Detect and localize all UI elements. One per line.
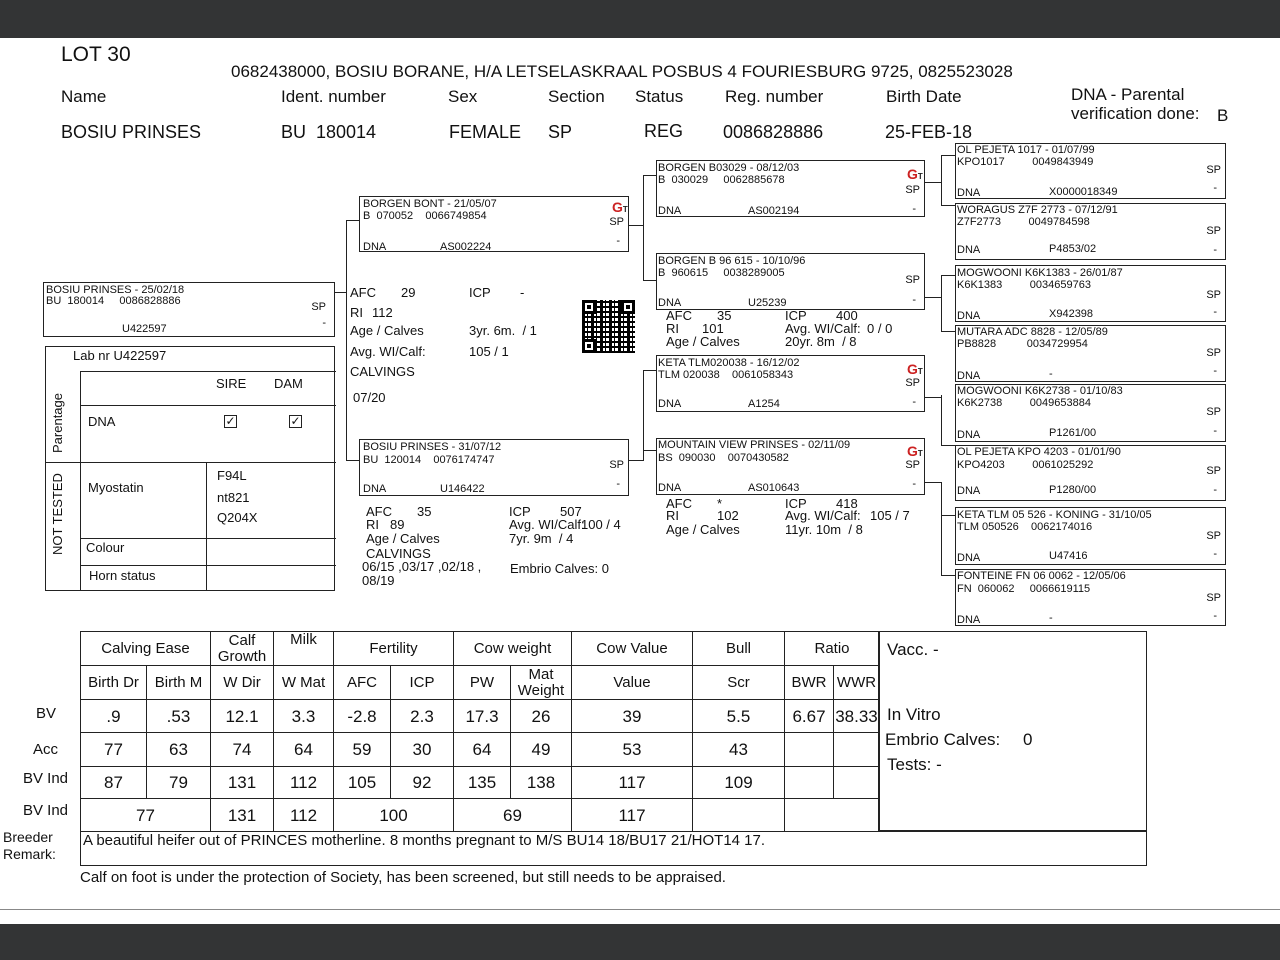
ggp7-code: U47416: [1049, 550, 1088, 562]
gp1-title: BORGEN B03029 - 08/12/03: [658, 162, 800, 174]
ggp3-code: X942398: [1049, 308, 1094, 320]
ggp8-dash: -: [1213, 610, 1217, 622]
society-logo-icon: GT: [907, 443, 923, 459]
col-mat-weight: Mat Weight: [511, 666, 572, 700]
bv-cell: 6.67: [785, 700, 834, 733]
ind-cell: 117: [572, 767, 693, 799]
dam-embrio: Embrio Calves: 0: [510, 561, 609, 576]
remark-label-2: Remark:: [3, 846, 56, 862]
ggp2-dna: DNA: [957, 244, 981, 256]
ggp2-ids: Z7F2773 0049784598: [957, 216, 1090, 228]
ind2-cell: 112: [274, 799, 334, 832]
ggp7-dash: -: [1213, 548, 1217, 560]
dam-afc: 35: [417, 504, 432, 519]
dam-code: U146422: [440, 483, 485, 495]
acc-cell: [785, 733, 834, 767]
ggp4-code: -: [1049, 368, 1053, 380]
ggp1-ids: KPO1017 0049843949: [957, 156, 1094, 168]
col-birth-dr: Birth Dr: [81, 666, 147, 700]
col-w-dir: W Dir: [211, 666, 274, 700]
animal-age-label: Age / Calves: [350, 323, 424, 338]
animal-ids: BU 180014 0086828886: [46, 295, 181, 307]
gp4-afc: *: [717, 496, 723, 511]
bv-cell: 38.33: [834, 700, 880, 733]
row-label-bv: BV: [36, 705, 57, 722]
gp4-age-label: Age / Calves: [666, 522, 740, 537]
ind-cell: 135: [454, 767, 511, 799]
sire-title: BORGEN BONT - 21/05/07: [363, 198, 497, 210]
ggp-box-4: [955, 325, 1226, 382]
col-wwr: WWR: [834, 666, 880, 700]
remark-box: [80, 831, 1147, 866]
acc-cell: 74: [211, 733, 274, 767]
acc-cell: 63: [147, 733, 211, 767]
ind2-cell: 100: [334, 799, 454, 832]
myo-nt821: nt821: [217, 490, 250, 505]
animal-icp: -: [520, 285, 525, 300]
row-bv-ind: [81, 767, 880, 799]
ggp1-code: X0000018349: [1049, 186, 1118, 198]
ggp-box-5: [955, 384, 1226, 442]
gp2-ids: B 960615 0038289005: [658, 267, 785, 279]
gp3-section: SP: [905, 377, 920, 389]
ggp6-title: OL PEJETA KPO 4203 - 01/01/90: [957, 446, 1121, 458]
sire-label: SIRE: [216, 376, 247, 391]
dam-calvings-1: 06/15 ,03/17 ,02/18 ,: [362, 559, 482, 574]
gp3-title: KETA TLM020038 - 16/12/02: [658, 357, 800, 369]
gp4-code: AS010643: [748, 482, 800, 494]
vacc-label: Vacc. -: [887, 640, 939, 659]
ind-cell: 109: [693, 767, 785, 799]
ind-cell: 131: [211, 767, 274, 799]
acc-cell: 49: [511, 733, 572, 767]
dam-age: 7yr. 9m / 4: [509, 531, 574, 546]
gp1-dna: DNA: [658, 205, 682, 217]
label-birth: Birth Date: [886, 87, 962, 106]
remark-text: A beautiful heifer out of PRINCES motherline. 8 months pregnant to M/S BU14 18/BU17 21/HOT14 17.: [83, 832, 766, 849]
dam-section: SP: [609, 459, 624, 471]
animal-afc: 29: [401, 285, 416, 300]
row-label-bv-ind: BV Ind: [23, 770, 69, 787]
label-ident: Ident. number: [281, 87, 386, 106]
breeder-line: 0682438000, BOSIU BORANE, H/A LETSELASKRAAL POSBUS 4 FOURIESBURG 9725, 0825523028: [231, 62, 1013, 81]
gp2-code: U25239: [748, 297, 787, 309]
dam-box: [359, 439, 629, 496]
gp1-dash: -: [912, 203, 916, 215]
bv-cell: .9: [81, 700, 147, 733]
gp4-age: 11yr. 10m / 8: [785, 522, 863, 537]
ggp7-dna: DNA: [957, 552, 981, 564]
gp2-age-label: Age / Calves: [666, 334, 740, 349]
acc-cell: 59: [334, 733, 391, 767]
row-label-bv-ind-2: BV Ind: [23, 802, 69, 819]
label-dna-2: verification done:: [1071, 104, 1200, 123]
group-calving-ease: Calving Ease: [81, 632, 211, 666]
value-sex: FEMALE: [449, 122, 522, 142]
lab-panel: [45, 346, 335, 591]
ggp8-code: -: [1049, 612, 1053, 624]
ggp2-code: P4853/02: [1049, 243, 1097, 255]
ggp6-section: SP: [1206, 465, 1221, 477]
dam-icp: 507: [560, 504, 582, 519]
vacc-panel: [878, 631, 1147, 831]
ggp8-ids: FN 060062 0066619115: [957, 583, 1091, 595]
animal-code: U422597: [122, 323, 167, 335]
animal-age: 3yr. 6m. / 1: [469, 323, 537, 338]
ggp4-section: SP: [1206, 347, 1221, 359]
dam-label: DAM: [274, 376, 303, 391]
animal-calvings-label: CALVINGS: [350, 364, 415, 379]
gp2-dna: DNA: [658, 297, 682, 309]
dam-ri: 89: [390, 517, 405, 532]
bottom-bar: [0, 924, 1280, 960]
ggp4-title: MUTARA ADC 8828 - 12/05/89: [957, 326, 1108, 338]
ggp-box-8: [955, 569, 1226, 626]
ind2-cell: 117: [572, 799, 693, 832]
acc-cell: 53: [572, 733, 693, 767]
ggp8-title: FONTEINE FN 06 0062 - 12/05/06: [957, 570, 1126, 582]
breeding-values-table: [80, 631, 880, 832]
col-value: Value: [572, 666, 693, 700]
animal-wi-label: Avg. WI/Calf:: [350, 344, 426, 359]
row-bv: [81, 700, 880, 733]
animal-title: BOSIU PRINSES - 25/02/18: [46, 284, 185, 296]
row-label-acc: Acc: [33, 741, 59, 758]
society-logo-icon: GT: [907, 361, 923, 377]
ind2-cell: 77: [81, 799, 211, 832]
ind-cell: 112: [274, 767, 334, 799]
invitro-label: In Vitro: [887, 705, 941, 724]
ggp3-ids: K6K1383 0034659763: [957, 279, 1091, 291]
top-bar: [0, 0, 1280, 38]
ggp5-title: MOGWOONI K6K2738 - 01/10/83: [957, 385, 1123, 397]
sire-ids: B 070052 0066749854: [363, 210, 487, 222]
value-birth: 25-FEB-18: [885, 122, 973, 142]
ggp-box-7: [955, 507, 1226, 565]
gp3-dna: DNA: [658, 398, 682, 410]
animal-ri: 112: [372, 305, 393, 320]
ggp6-ids: KPO4203 0061025292: [957, 459, 1094, 471]
gp2-icp: 400: [836, 308, 858, 323]
gp1-section: SP: [905, 184, 920, 196]
ggp3-title: MOGWOONI K6K1383 - 26/01/87: [957, 267, 1123, 279]
society-logo-icon: GT: [612, 199, 628, 215]
bv-cell: 3.3: [274, 700, 334, 733]
dam-ids: BU 120014 0076174747: [363, 454, 495, 466]
animal-dash: -: [322, 317, 326, 329]
acc-cell: 64: [454, 733, 511, 767]
footer-note: Calf on foot is under the protection of Society, has been screened, but still needs to be appraised.: [80, 869, 726, 886]
gp2-dash: -: [912, 294, 916, 306]
gp4-ids: BS 090030 0070430582: [658, 452, 789, 464]
ind-cell: 138: [511, 767, 572, 799]
myo-q204x: Q204X: [217, 510, 258, 525]
society-logo-icon: GT: [907, 166, 923, 182]
gp4-dash: -: [912, 478, 916, 490]
dam-calvings-2: 08/19: [362, 573, 395, 588]
ind2-cell: [693, 799, 785, 832]
ind2-cell: 69: [454, 799, 572, 832]
col-afc: AFC: [334, 666, 391, 700]
group-cow-value: Cow Value: [572, 632, 693, 666]
dam-wi: 100 / 4: [581, 517, 621, 532]
gp4-ri-label: RI: [666, 508, 679, 523]
ggp8-dna: DNA: [957, 614, 981, 626]
col-bwr: BWR: [785, 666, 834, 700]
acc-cell: 30: [391, 733, 454, 767]
sire-section: SP: [609, 216, 624, 228]
ggp2-section: SP: [1206, 225, 1221, 237]
gp3-ids: TLM 020038 0061058343: [658, 369, 794, 381]
ggp-box-2: [955, 203, 1226, 260]
ggp-box-6: [955, 445, 1226, 501]
ggp3-dna: DNA: [957, 310, 981, 322]
col-icp: ICP: [391, 666, 454, 700]
value-section: SP: [548, 122, 573, 142]
remark-label-1: Breeder: [3, 829, 53, 845]
dna-label: DNA: [88, 414, 116, 429]
ind-cell: [785, 767, 834, 799]
dam-icp-label: ICP: [509, 504, 531, 519]
label-sex: Sex: [448, 87, 478, 106]
gp4-icp-label: ICP: [785, 496, 807, 511]
dam-afc-label: AFC: [366, 504, 392, 519]
animal-afc-label: AFC: [350, 285, 376, 300]
bv-cell: 5.5: [693, 700, 785, 733]
bv-cell: -2.8: [334, 700, 391, 733]
bv-cell: .53: [147, 700, 211, 733]
row-acc: [81, 733, 880, 767]
ggp3-dash: -: [1213, 306, 1217, 318]
ggp2-dash: -: [1213, 244, 1217, 256]
gp4-afc-label: AFC: [666, 496, 692, 511]
ggp2-title: WORAGUS Z7F 2773 - 07/12/91: [957, 204, 1118, 216]
qr-code-icon: [582, 300, 635, 353]
gp4-ri: 102: [717, 508, 739, 523]
acc-cell: [834, 733, 880, 767]
ggp8-section: SP: [1206, 592, 1221, 604]
col-birth-m: Birth M: [147, 666, 211, 700]
label-status: Status: [635, 87, 684, 106]
gp1-code: AS002194: [748, 205, 800, 217]
animal-wi: 105 / 1: [469, 344, 509, 359]
ind-cell: 92: [391, 767, 454, 799]
dam-wi-label: Avg. WI/Calf:: [509, 517, 585, 532]
embrio-label: Embrio Calves:: [885, 730, 1001, 749]
value-dna: B: [1217, 106, 1229, 125]
bv-cell: 26: [511, 700, 572, 733]
ggp6-code: P1280/00: [1049, 484, 1097, 496]
group-milk: Milk: [274, 632, 334, 666]
gp1-ids: B 030029 0062885678: [658, 174, 785, 186]
myostatin-label: Myostatin: [88, 480, 144, 495]
animal-box: [43, 282, 335, 337]
acc-cell: 64: [274, 733, 334, 767]
ggp5-section: SP: [1206, 406, 1221, 418]
label-section: Section: [548, 87, 605, 106]
ggp4-dna: DNA: [957, 370, 981, 382]
gp2-ri: 101: [702, 321, 724, 336]
dam-dash: -: [616, 478, 620, 490]
gp2-afc-label: AFC: [666, 308, 692, 323]
horn-status-label: Horn status: [89, 568, 156, 583]
label-reg: Reg. number: [725, 87, 824, 106]
sire-box: [359, 196, 629, 252]
gp2-ri-label: RI: [666, 321, 679, 336]
parentage-label: Parentage: [50, 393, 65, 453]
gp4-section: SP: [905, 459, 920, 471]
gp-box-2: [656, 253, 925, 310]
ggp5-code: P1261/00: [1049, 427, 1097, 439]
group-ratio: Ratio: [785, 632, 880, 666]
ind2-cell: 131: [211, 799, 274, 832]
tests-label: Tests: -: [887, 755, 942, 774]
gp-box-1: [656, 160, 925, 217]
bv-cell: 17.3: [454, 700, 511, 733]
gp-box-3: [656, 355, 925, 412]
animal-section: SP: [311, 301, 326, 313]
dam-dna-checkbox[interactable]: ✓: [290, 414, 301, 428]
gp2-icp-label: ICP: [785, 308, 807, 323]
ind-cell: [834, 767, 880, 799]
col-w-mat: W Mat: [274, 666, 334, 700]
row-bv-ind-2: [81, 799, 880, 832]
embrio-value: 0: [1023, 730, 1033, 749]
colour-label: Colour: [86, 540, 125, 555]
gp2-wi-label: Avg. WI/Calf:: [785, 321, 861, 336]
label-name: Name: [61, 87, 107, 106]
bv-cell: 12.1: [211, 700, 274, 733]
ind-cell: 87: [81, 767, 147, 799]
gp2-section: SP: [905, 274, 920, 286]
gp4-wi: 105 / 7: [870, 508, 910, 523]
label-dna-1: DNA - Parental: [1071, 85, 1185, 104]
dam-ri-label: RI: [366, 517, 379, 532]
value-status: REG: [644, 121, 684, 141]
ggp1-dash: -: [1213, 182, 1217, 194]
ggp7-section: SP: [1206, 530, 1221, 542]
dam-title: BOSIU PRINSES - 31/07/12: [363, 441, 502, 453]
lab-number: Lab nr U422597: [73, 348, 167, 363]
gp2-afc: 35: [717, 308, 732, 323]
ggp1-section: SP: [1206, 164, 1221, 176]
ggp5-dash: -: [1213, 425, 1217, 437]
ggp6-dash: -: [1213, 484, 1217, 496]
ggp-box-1: [955, 143, 1226, 199]
gp4-title: MOUNTAIN VIEW PRINSES - 02/11/09: [658, 439, 851, 451]
ggp4-dash: -: [1213, 365, 1217, 377]
ggp1-title: OL PEJETA 1017 - 01/07/99: [957, 144, 1095, 156]
ggp6-dna: DNA: [957, 485, 981, 497]
animal-ri-label: RI: [350, 305, 363, 320]
value-name: BOSIU PRINSES: [61, 122, 202, 142]
group-bull: Bull: [693, 632, 785, 666]
bv-cell: 39: [572, 700, 693, 733]
gp3-dash: -: [912, 396, 916, 408]
gp-box-4: [656, 438, 925, 495]
ggp7-title: KETA TLM 05 526 - KONING - 31/10/05: [957, 509, 1152, 521]
ggp5-dna: DNA: [957, 429, 981, 441]
value-ident: BU 180014: [281, 122, 377, 142]
bottom-divider: [0, 909, 1280, 910]
ggp4-ids: PB8828 0034729954: [957, 338, 1088, 350]
ggp7-ids: TLM 050526 0062174016: [957, 521, 1093, 533]
sire-dash: -: [616, 235, 620, 247]
sire-dna: DNA: [363, 241, 387, 253]
ggp-box-3: [955, 265, 1226, 322]
lot-number: LOT 30: [61, 43, 131, 66]
bv-cell: 2.3: [391, 700, 454, 733]
ggp1-dna: DNA: [957, 187, 981, 199]
ggp3-section: SP: [1206, 289, 1221, 301]
dam-dna: DNA: [363, 483, 387, 495]
group-cow-weight: Cow weight: [454, 632, 572, 666]
gp4-wi-label: Avg. WI/Calf:: [785, 508, 861, 523]
ind-cell: 105: [334, 767, 391, 799]
col-scr: Scr: [693, 666, 785, 700]
dam-calvings-label: CALVINGS: [366, 546, 431, 561]
value-reg: 0086828886: [723, 122, 824, 142]
dam-age-label: Age / Calves: [366, 531, 440, 546]
animal-icp-label: ICP: [469, 285, 491, 300]
col-pw: PW: [454, 666, 511, 700]
ind2-cell: [785, 799, 880, 832]
myo-f94l: F94L: [217, 468, 247, 483]
not-tested-label: NOT TESTED: [50, 473, 65, 555]
ind-cell: 79: [147, 767, 211, 799]
gp4-dna: DNA: [658, 482, 682, 494]
group-fertility: Fertility: [334, 632, 454, 666]
gp3-code: A1254: [748, 398, 780, 410]
animal-calvings: 07/20: [353, 390, 386, 405]
sire-dna-checkbox[interactable]: ✓: [225, 414, 236, 428]
acc-cell: 43: [693, 733, 785, 767]
acc-cell: 77: [81, 733, 147, 767]
group-calf-growth: Calf Growth: [211, 632, 274, 666]
gp2-title: BORGEN B 96 615 - 10/10/96: [658, 255, 806, 267]
gp2-age: 20yr. 8m / 8: [785, 334, 857, 349]
gp2-wi: 0 / 0: [867, 321, 893, 336]
ggp5-ids: K6K2738 0049653884: [957, 397, 1091, 409]
sire-code: AS002224: [440, 241, 492, 253]
gp4-icp: 418: [836, 496, 858, 511]
